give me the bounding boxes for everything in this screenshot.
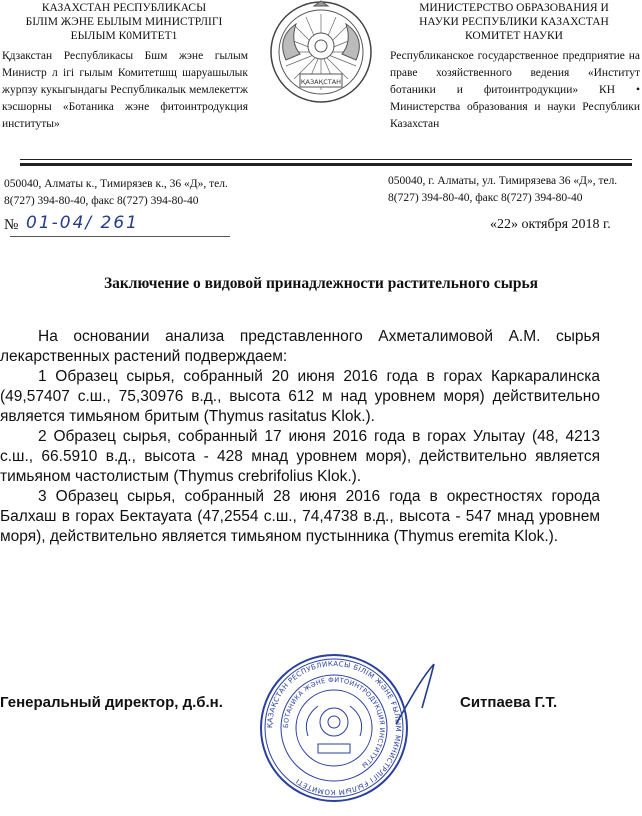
left-address: 050040, Алматы к., Тимирязев к., 36 «Д», тел. 8(727) 394-80-40, факс 8(727) 394-80-40 <box>4 178 228 207</box>
emblem-banner-text: ҚАЗАҚСТАН <box>300 78 342 86</box>
document-body <box>0 327 600 547</box>
right-header-line-2: НАУКИ РЕСПУБЛИКИ КАЗАХСТАН <box>419 16 609 28</box>
number-underline <box>10 236 230 237</box>
left-header-line-2: БІЛІМ ЖЭНЕ ЕЫЛЫМ МИНИСТРЛІГІ <box>25 16 223 28</box>
signatory-position: Генеральный директор, д.б.н. <box>0 694 223 711</box>
left-header-line-1: КАЗАХСТАН РЕСПУБЛИКАСЫ <box>41 2 207 14</box>
right-header-body: Республиканское государственное предприятие на праве хозяйственного ведения «Институт ботаники и фитоинтродукции» КН • Министерства образования и науки Республики Казахстан <box>390 50 640 130</box>
signatory-name: Ситпаева Г.Т. <box>460 694 558 711</box>
document-date: «22» октября 2018 г. <box>490 217 611 232</box>
right-header-line-1: МИНИСТЕРСТВО ОБРАЗОВАНИЯ И <box>419 2 609 14</box>
paragraph-sample-2: 2 Образец сырья, собранный 17 июня 2016 года в горах Улытау (48, 4213 с.ш., 66.5910 в.д., высота - 428 мнад уровнем моря), действительно является тимьяном частолистым (Thymus crebrifolius Klok.). <box>0 428 600 485</box>
left-header-caps <box>0 1 248 43</box>
paragraph-sample-1: 1 Образец сырья, собранный 20 июня 2016 года в горах Каркаралинска (49,57407 с.ш., 75,30976 в.д., высота 612 м над уровнем моря) действительно является тимьяном бритым (Thymus rasitatus Klok.). <box>0 368 600 425</box>
left-header-body: Қдзакстан Республикасы Бшм жэне гылым Министр л ігі гылым Комитетшщ шаруашылык журпзу кукыгындагы Республикалык мемлекеттж кэсшорны «Ботаника жэне фитоинтродукция институты» <box>2 50 248 130</box>
right-header-caps <box>386 1 642 43</box>
document-title: Заключение о видовой принадлежности растительного сырья <box>103 275 539 292</box>
right-address: 050040, г. Алматы, ул. Тимирязева 36 «Д», тел. 8(727) 394-80-40, факс 8(727) 394-80-40 <box>388 175 618 204</box>
stamp-outer-text: ҚАЗАҚСТАН РЕСПУБЛИКАСЫ БІЛІМ ЖӘНЕ ҒЫЛЫМ МИНИСТРЛІГІ ҒЫЛЫМ КОМИТЕТІ <box>265 659 403 797</box>
number-prefix: № <box>4 217 19 233</box>
header-rule-thick <box>20 163 632 166</box>
handwritten-number: 01-04/ 261 <box>26 213 139 233</box>
left-header-line-3: ЕЫЛЫМ К0МИТЕТ1 <box>70 30 178 42</box>
stamp-inner-text: БОТАНИКА ЖӘНЕ ФИТОИНТРОДУКЦИЯ ИНСТИТУТЫ <box>281 675 387 770</box>
right-header-line-3: КОМИТЕТ НАУКИ <box>465 30 563 42</box>
state-emblem <box>262 0 380 108</box>
header-rule-thin <box>20 159 632 160</box>
paragraph-sample-3: 3 Образец сырья, собранный 28 июня 2016 года в окрестностях города Балхаш в горах Бектауата (47,2554 с.ш., 74,4738 в.д., высота - 547 мнад уровнем моря), действительно является тимьяном пустынника (Thymus eremita Klok.). <box>0 488 600 545</box>
official-stamp <box>258 652 410 804</box>
paragraph-intro: На основании анализа представленного Ахметалимовой А.М. сырья лекарственных растений подверждаем: <box>0 328 600 365</box>
